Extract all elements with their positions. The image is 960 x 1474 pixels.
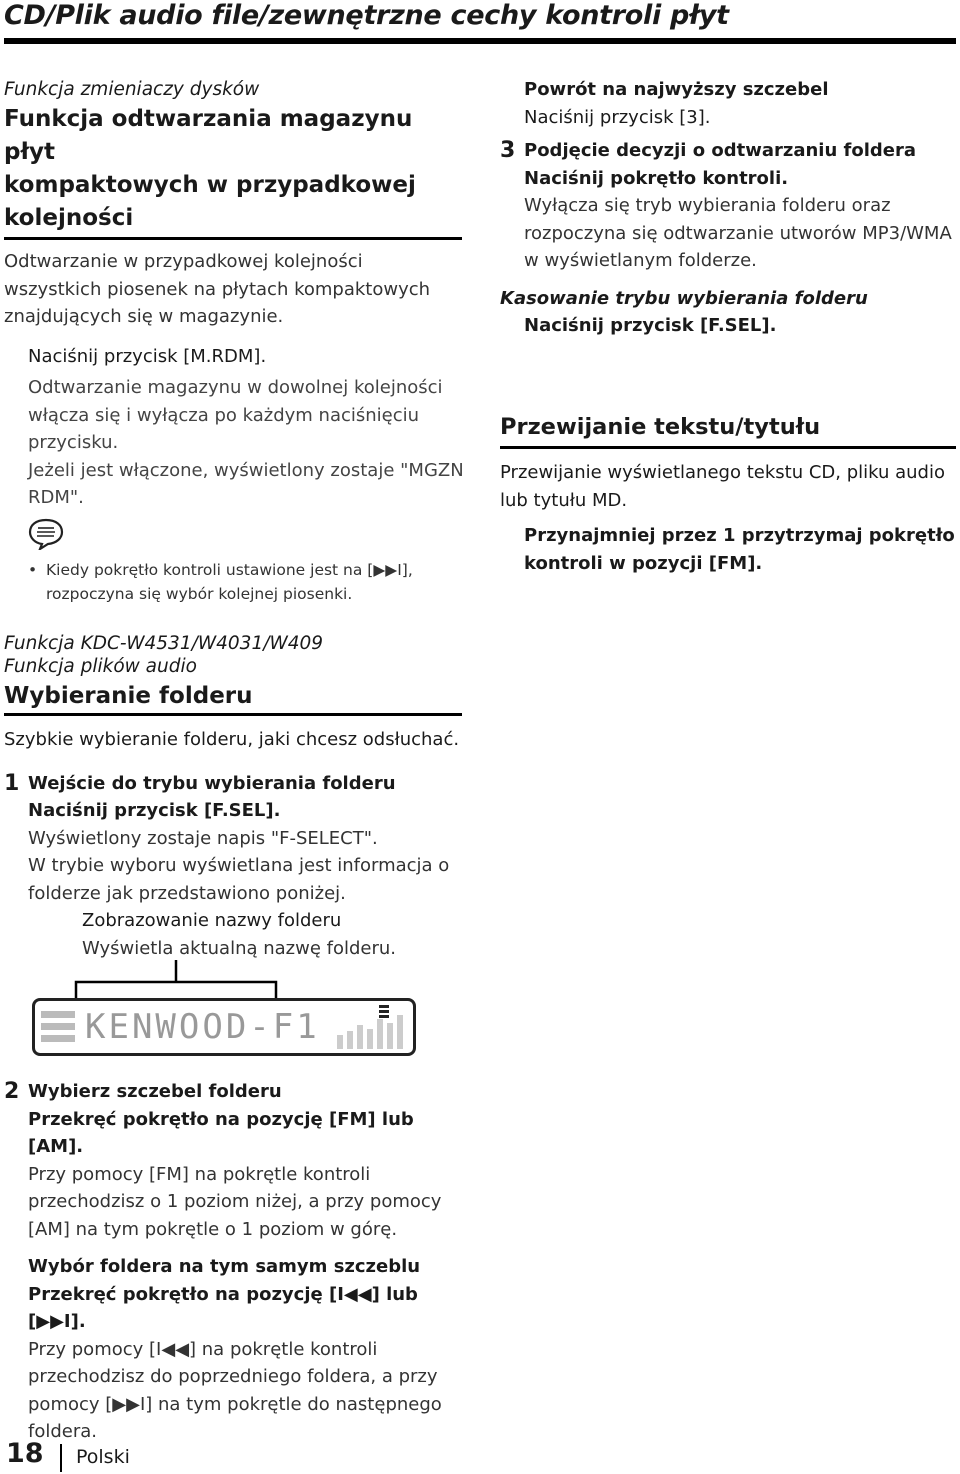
desc-line: przechodzisz do poprzedniego foldera, a przy [28,1366,438,1387]
step-number: 3 [500,138,516,163]
note-list [4,558,464,606]
intro-line: lub tytułu MD. [500,489,628,511]
footer-language: Polski [76,1446,130,1468]
sub-desc [28,1336,464,1446]
title-rule [4,38,956,44]
folder-select-section [4,632,464,962]
section-intro [4,248,464,331]
step-body [28,1078,464,1446]
intro-line: Przewijanie wyświetlanego tekstu CD, pliku audio [500,462,945,483]
intro-line: znajdujących się w magazynie. [4,306,284,327]
desc-line: pomocy [▶▶I] na tym pokrętle do następnego [28,1393,442,1415]
note-icon-wrap [4,518,464,554]
action-text: Naciśnij przycisk [M.RDM]. [28,345,267,367]
section-label: Funkcja zmieniaczy dysków [4,79,260,100]
section-intro [500,459,956,514]
sub-action: Naciśnij przycisk [3]. [524,106,711,128]
section-sublabel: Funkcja plików audio [4,656,197,677]
step-body [28,770,449,963]
callout-title: Zobrazowanie nazwy folderu [82,910,342,931]
desc-line: RDM". [28,487,84,508]
desc-line: Przy pomocy [I◀◀] na pokrętle kontroli [28,1338,378,1360]
action-line: Przynajmniej przez 1 przytrzymaj pokrętło [524,525,955,546]
desc-line: Przy pomocy [FM] na pokrętle kontroli [28,1163,371,1185]
note-line: Kiedy pokrętło kontroli ustawione jest na [▶▶I], [46,560,413,579]
step-desc [28,825,449,908]
section-title: Przewijanie tekstu/tytułu [500,414,821,440]
cancel-heading: Kasowanie trybu wybierania folderu [500,287,868,309]
note-item [4,558,464,606]
desc-line: przycisku. [28,432,119,453]
step-number: 1 [4,770,20,796]
desc-line: rozpoczyna się odtwarzanie utworów MP3/WMA [524,222,952,244]
desc-line: w wyświetlanym folderze. [524,250,757,271]
action-line: kontroli w pozycji [FM]. [524,552,763,574]
intro-line: Odtwarzanie w przypadkowej kolejności [4,251,363,272]
step-desc [524,192,952,275]
page-number: 18 [6,1438,44,1469]
step-number: 2 [4,1079,20,1104]
section-rule [500,446,956,449]
desc-line: Odtwarzanie magazynu w dowolnej kolejności [28,377,443,398]
lcd-indicators-icon [41,1009,81,1045]
title-line: kolejności [4,205,134,231]
random-play-section [4,78,464,606]
note-text [46,558,413,606]
bullet-dot: • [28,560,38,579]
step-1 [4,770,464,963]
intro-line: wszystkich piosenek na płytach kompaktowych [4,278,431,300]
right-column [500,76,956,577]
section-rule [4,713,462,716]
sub-heading: Powrót na najwyższy szczebel [524,79,829,100]
desc-line: [AM] na tym pokrętle o 1 poziom w górę. [28,1218,398,1240]
footer-separator [60,1444,62,1472]
desc-line: W trybie wyboru wyświetlana jest informacja o [28,855,450,876]
step-3 [500,137,956,275]
cancel-action: Naciśnij przycisk [F.SEL]. [524,314,777,336]
step-body [524,137,952,275]
section-title [4,103,464,235]
step-heading: Wybierz szczebel folderu [28,1081,282,1102]
lcd-display [32,998,416,1056]
desc-line: folderze jak przedstawiono poniżej. [28,882,346,904]
desc-line: foldera. [28,1421,98,1442]
title-line: Funkcja odtwarzania magazynu płyt [4,106,413,165]
note-line: rozpoczyna się wybór kolejnej piosenki. [46,584,353,603]
callout-desc: Wyświetla aktualną nazwę folderu. [82,937,397,959]
desc-line: Wyłącza się tryb wybierania folderu oraz [524,195,891,216]
step-2 [4,1078,464,1446]
sub-heading: Wybór foldera na tym samym szczeblu [28,1256,421,1277]
step-heading: Podjęcie decyzji o odtwarzaniu foldera [524,140,917,161]
section-label: Funkcja KDC-W4531/W4031/W409 [4,633,324,654]
desc-line: przechodzisz o 1 poziom niżej, a przy pomocy [28,1191,442,1212]
callout-bracket [0,960,460,1000]
section-title: Wybieranie folderu [4,683,253,709]
section-intro: Szybkie wybieranie folderu, jaki chcesz odsłuchać. [4,729,460,750]
step-action: Przekręć pokrętło na pozycję [FM] lub [AM]. [28,1108,414,1157]
section-action [500,522,956,577]
cancel-block [500,285,956,340]
lcd-text: KENWOOD-F1 [85,1007,320,1047]
step-action: Naciśnij pokrętło kontroli. [524,167,789,189]
speech-bubble-note-icon [28,518,64,550]
step-heading: Wejście do trybu wybierania folderu [28,772,396,794]
title-line: kompaktowych w przypadkowej [4,172,416,198]
desc-line: włącza się i wyłącza po każdym naciśnięciu [28,404,420,426]
desc-line: Jeżeli jest włączone, wyświetlony zostaje "MGZN [28,459,464,481]
page-title: CD/Plik audio file/zewnętrzne cechy kontroli płyt [4,0,729,31]
step-2-row [4,1078,464,1446]
scroll-section [500,411,956,577]
top-level-block [500,76,956,131]
step-desc [28,1161,464,1244]
step-action: Naciśnij przycisk [F.SEL]. [28,800,281,821]
description [4,374,464,512]
section-rule [4,237,462,240]
sub-action: Przekręć pokrętło na pozycję [I◀◀] lub [▶▶I]. [28,1283,418,1332]
desc-line: Wyświetlony zostaje napis "F-SELECT". [28,827,378,849]
lcd-level-meter-icon [335,1005,413,1053]
